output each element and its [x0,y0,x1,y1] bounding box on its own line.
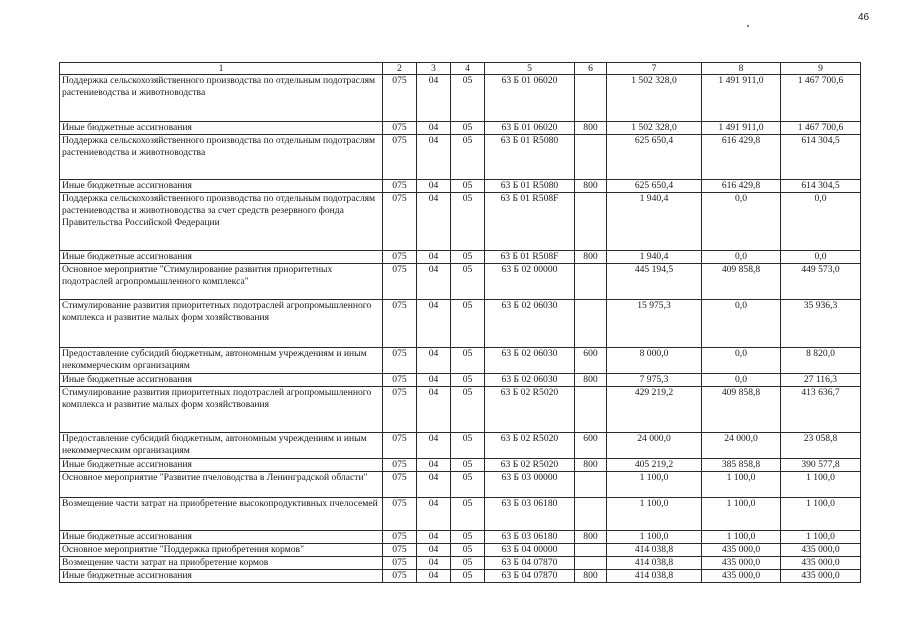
cell-col-2: 075 [383,193,417,251]
cell-col-2: 075 [383,180,417,193]
cell-col-5: 63 Б 03 00000 [485,472,575,498]
cell-col-9: 0,0 [781,251,861,264]
cell-col-5: 63 Б 04 00000 [485,544,575,557]
cell-col-4: 05 [451,472,485,498]
cell-col-4: 05 [451,180,485,193]
cell-col-9: 8 820,0 [781,348,861,374]
row-name: Стимулирование развития приоритетных подотраслей агропромышленного комплекса и развитие малых форм хозяйствования [60,387,383,433]
cell-col-4: 05 [451,544,485,557]
cell-col-9: 27 116,3 [781,374,861,387]
cell-col-3: 04 [417,374,451,387]
cell-col-3: 04 [417,531,451,544]
row-name: Иные бюджетные ассигнования [60,180,383,193]
row-name: Основное мероприятие "Развитие пчеловодства в Ленинградской области" [60,472,383,498]
cell-col-4: 05 [451,498,485,531]
cell-col-4: 05 [451,348,485,374]
cell-col-9: 23 058,8 [781,433,861,459]
cell-col-6 [575,387,607,433]
cell-col-7: 445 194,5 [607,264,702,300]
cell-col-7: 15 975,3 [607,300,702,348]
table-row [60,122,861,135]
cell-col-8: 616 429,8 [702,135,781,180]
cell-col-5: 63 Б 01 06020 [485,122,575,135]
cell-col-7: 24 000,0 [607,433,702,459]
cell-col-9: 1 100,0 [781,531,861,544]
cell-col-8: 0,0 [702,193,781,251]
row-name: Иные бюджетные ассигнования [60,251,383,264]
cell-col-8: 435 000,0 [702,544,781,557]
row-name: Иные бюджетные ассигнования [60,122,383,135]
header-row [60,63,861,75]
cell-col-3: 04 [417,251,451,264]
cell-col-4: 05 [451,557,485,570]
cell-col-6: 800 [575,180,607,193]
table-row [60,374,861,387]
cell-col-8: 1 100,0 [702,498,781,531]
cell-col-7: 414 038,8 [607,544,702,557]
cell-col-9: 390 577,8 [781,459,861,472]
cell-col-5: 63 Б 02 R5020 [485,433,575,459]
row-name: Иные бюджетные ассигнования [60,459,383,472]
header-col-5: 5 [485,63,575,75]
cell-col-5: 63 Б 03 06180 [485,498,575,531]
cell-col-6: 800 [575,374,607,387]
cell-col-6 [575,498,607,531]
row-name: Иные бюджетные ассигнования [60,374,383,387]
header-col-4: 4 [451,63,485,75]
cell-col-3: 04 [417,135,451,180]
cell-col-8: 409 858,8 [702,387,781,433]
cell-col-7: 1 502 328,0 [607,75,702,122]
cell-col-8: 1 491 911,0 [702,75,781,122]
cell-col-9: 1 467 700,6 [781,122,861,135]
row-name: Возмещение части затрат на приобретение кормов [60,557,383,570]
cell-col-9: 614 304,5 [781,180,861,193]
cell-col-6 [575,300,607,348]
table-row [60,251,861,264]
budget-table [59,62,861,583]
cell-col-9: 35 936,3 [781,300,861,348]
cell-col-6 [575,264,607,300]
row-name: Предоставление субсидий бюджетным, автономным учреждениям и иным некоммерческим организациям [60,433,383,459]
row-name: Поддержка сельскохозяйственного производства по отдельным подотраслям растениеводства и животноводства за счет средств резервного фонда Правительства Российской Федерации [60,193,383,251]
cell-col-8: 435 000,0 [702,557,781,570]
cell-col-5: 63 Б 02 R5020 [485,459,575,472]
table-row [60,433,861,459]
cell-col-3: 04 [417,264,451,300]
cell-col-9: 0,0 [781,193,861,251]
cell-col-6 [575,472,607,498]
cell-col-5: 63 Б 04 07870 [485,557,575,570]
cell-col-7: 405 219,2 [607,459,702,472]
cell-col-4: 05 [451,122,485,135]
cell-col-4: 05 [451,75,485,122]
cell-col-7: 1 940,4 [607,251,702,264]
cell-col-8: 0,0 [702,251,781,264]
cell-col-8: 1 100,0 [702,531,781,544]
page-number: 46 [858,12,870,23]
cell-col-3: 04 [417,180,451,193]
cell-col-2: 075 [383,498,417,531]
cell-col-6 [575,135,607,180]
cell-col-2: 075 [383,459,417,472]
cell-col-9: 435 000,0 [781,570,861,583]
cell-col-8: 0,0 [702,348,781,374]
cell-col-4: 05 [451,300,485,348]
cell-col-4: 05 [451,433,485,459]
table-row [60,135,861,180]
cell-col-8: 1 100,0 [702,472,781,498]
cell-col-9: 1 100,0 [781,498,861,531]
cell-col-8: 0,0 [702,374,781,387]
cell-col-8: 409 858,8 [702,264,781,300]
cell-col-2: 075 [383,374,417,387]
cell-col-5: 63 Б 01 R5080 [485,135,575,180]
table-row [60,387,861,433]
cell-col-4: 05 [451,264,485,300]
cell-col-6 [575,75,607,122]
cell-col-3: 04 [417,459,451,472]
cell-col-8: 1 491 911,0 [702,122,781,135]
header-col-7: 7 [607,63,702,75]
cell-col-6: 600 [575,433,607,459]
cell-col-4: 05 [451,193,485,251]
cell-col-9: 1 467 700,6 [781,75,861,122]
cell-col-8: 0,0 [702,300,781,348]
table-row [60,459,861,472]
cell-col-7: 1 502 328,0 [607,122,702,135]
table-row [60,570,861,583]
table-row [60,531,861,544]
cell-col-3: 04 [417,387,451,433]
cell-col-9: 435 000,0 [781,557,861,570]
cell-col-3: 04 [417,433,451,459]
table-row [60,264,861,300]
cell-col-7: 414 038,8 [607,570,702,583]
cell-col-6 [575,544,607,557]
cell-col-4: 05 [451,135,485,180]
cell-col-7: 1 100,0 [607,498,702,531]
table-row [60,193,861,251]
cell-col-6 [575,193,607,251]
cell-col-2: 075 [383,570,417,583]
cell-col-7: 625 650,4 [607,135,702,180]
cell-col-4: 05 [451,531,485,544]
cell-col-2: 075 [383,75,417,122]
cell-col-3: 04 [417,348,451,374]
cell-col-2: 075 [383,300,417,348]
cell-col-2: 075 [383,531,417,544]
cell-col-7: 625 650,4 [607,180,702,193]
cell-col-8: 24 000,0 [702,433,781,459]
cell-col-5: 63 Б 01 06020 [485,75,575,122]
cell-col-5: 63 Б 01 R5080 [485,180,575,193]
cell-col-5: 63 Б 03 06180 [485,531,575,544]
header-col-9: 9 [781,63,861,75]
row-name: Иные бюджетные ассигнования [60,570,383,583]
cell-col-6: 800 [575,459,607,472]
cell-col-9: 413 636,7 [781,387,861,433]
cell-col-5: 63 Б 04 07870 [485,570,575,583]
cell-col-4: 05 [451,387,485,433]
row-name: Поддержка сельскохозяйственного производства по отдельным подотраслям растениеводства и животноводства [60,75,383,122]
cell-col-9: 614 304,5 [781,135,861,180]
cell-col-2: 075 [383,472,417,498]
table-row [60,75,861,122]
cell-col-8: 385 858,8 [702,459,781,472]
header-col-6: 6 [575,63,607,75]
header-col-2: 2 [383,63,417,75]
cell-col-2: 075 [383,387,417,433]
cell-col-7: 8 000,0 [607,348,702,374]
table-row [60,498,861,531]
header-col-3: 3 [417,63,451,75]
cell-col-7: 7 975,3 [607,374,702,387]
cell-col-4: 05 [451,374,485,387]
cell-col-3: 04 [417,472,451,498]
cell-col-7: 429 219,2 [607,387,702,433]
cell-col-3: 04 [417,75,451,122]
cell-col-2: 075 [383,264,417,300]
cell-col-7: 414 038,8 [607,557,702,570]
header-col-8: 8 [702,63,781,75]
cell-col-3: 04 [417,498,451,531]
row-name: Стимулирование развития приоритетных подотраслей агропромышленного комплекса и развитие малых форм хозяйствования [60,300,383,348]
cell-col-2: 075 [383,122,417,135]
cell-col-6: 600 [575,348,607,374]
cell-col-8: 616 429,8 [702,180,781,193]
cell-col-5: 63 Б 01 R508F [485,251,575,264]
cell-col-6: 800 [575,251,607,264]
table-row [60,180,861,193]
cell-col-8: 435 000,0 [702,570,781,583]
header-col-1: 1 [60,63,383,75]
cell-col-4: 05 [451,459,485,472]
cell-col-9: 449 573,0 [781,264,861,300]
cell-col-5: 63 Б 02 06030 [485,300,575,348]
cell-col-3: 04 [417,193,451,251]
cell-col-6: 800 [575,570,607,583]
cell-col-3: 04 [417,544,451,557]
row-name: Предоставление субсидий бюджетным, автономным учреждениям и иным некоммерческим организациям [60,348,383,374]
cell-col-5: 63 Б 02 R5020 [485,387,575,433]
cell-col-6 [575,557,607,570]
cell-col-3: 04 [417,122,451,135]
table-row [60,472,861,498]
cell-col-3: 04 [417,570,451,583]
row-name: Возмещение части затрат на приобретение высокопродуктивных пчелосемей [60,498,383,531]
cell-col-2: 075 [383,348,417,374]
row-name: Поддержка сельскохозяйственного производства по отдельным подотраслям растениеводства и животноводства [60,135,383,180]
cell-col-5: 63 Б 02 00000 [485,264,575,300]
cell-col-9: 435 000,0 [781,544,861,557]
cell-col-2: 075 [383,544,417,557]
cell-col-4: 05 [451,570,485,583]
cell-col-7: 1 100,0 [607,531,702,544]
cell-col-6: 800 [575,531,607,544]
cell-col-6: 800 [575,122,607,135]
row-name: Основное мероприятие "Поддержка приобретения кормов" [60,544,383,557]
cell-col-3: 04 [417,557,451,570]
cell-col-5: 63 Б 01 R508F [485,193,575,251]
cell-col-7: 1 100,0 [607,472,702,498]
table-row [60,544,861,557]
cell-col-9: 1 100,0 [781,472,861,498]
row-name: Иные бюджетные ассигнования [60,531,383,544]
cell-col-7: 1 940,4 [607,193,702,251]
cell-col-3: 04 [417,300,451,348]
cell-col-2: 075 [383,557,417,570]
table-row [60,300,861,348]
cell-col-2: 075 [383,433,417,459]
cell-col-4: 05 [451,251,485,264]
table-row [60,557,861,570]
table-row [60,348,861,374]
scan-speck [747,25,749,27]
cell-col-5: 63 Б 02 06030 [485,348,575,374]
cell-col-2: 075 [383,135,417,180]
row-name: Основное мероприятие "Стимулирование развития приоритетных подотраслей агропромышленного комплекса" [60,264,383,300]
cell-col-2: 075 [383,251,417,264]
cell-col-5: 63 Б 02 06030 [485,374,575,387]
